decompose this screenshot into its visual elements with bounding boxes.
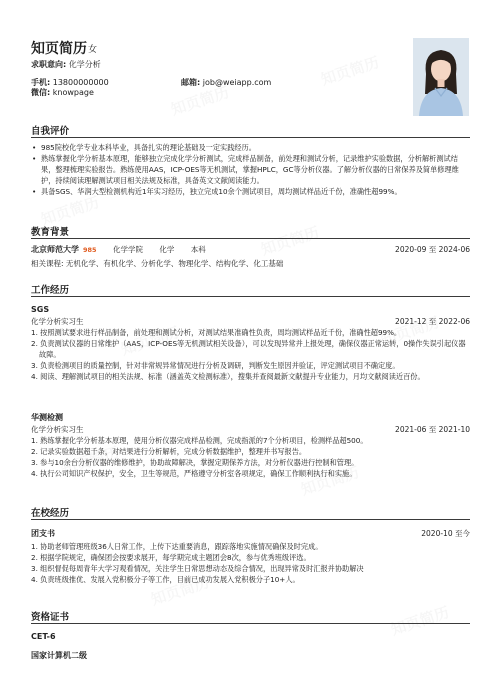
job-role: 化学分析实习生 <box>31 317 84 326</box>
profile-photo <box>413 38 469 116</box>
college-name: 化学学院 <box>112 245 143 254</box>
wechat-value: knowpage <box>52 88 94 97</box>
list-item: 2. 负责测试仪器的日常维护（AAS，ICP-OES等无机测试相关设备），可以发现异常并上报处理，确保仪器正常运转，0操作失误引起仪器故障。 <box>31 339 466 359</box>
courses-label: 相关课程: <box>31 259 64 268</box>
campus-title: 在校经历 <box>31 508 70 519</box>
job-company-row <box>31 412 470 423</box>
job-date: 2021-06 至 2021-10 <box>395 425 470 434</box>
wechat-label: 微信: <box>31 88 51 97</box>
wechat-line <box>31 88 94 98</box>
job-role-row <box>31 424 470 435</box>
list-item: • 具备SGS、华润大型检测机构近1年实习经历，独立完成10余个测试项目，周均测试样品近千份，准确性超99%。 <box>31 186 471 197</box>
section-divider <box>31 137 470 138</box>
company-name: 华测检测 <box>31 413 63 422</box>
job-intention <box>31 59 101 70</box>
list-item: 4. 阅读、理解测试项目的相关法规、标准（涵盖英文检测标准），搜集并查阅最新文献提升专业能力，月均文献阅读近百份。 <box>31 372 425 381</box>
cert-item: 国家计算机二级 <box>31 651 87 660</box>
section-divider <box>31 623 470 624</box>
email-label: 邮箱: <box>181 78 201 87</box>
self-eval-list <box>31 142 471 197</box>
job-role-row <box>31 316 470 327</box>
job-label: 求职意向: <box>31 60 67 69</box>
courses-row <box>31 258 470 269</box>
list-item: 2. 记录实验数据超千条，对结果进行分析解析，完成分析数据维护，整理并书写报告。 <box>31 447 307 456</box>
school-name: 北京师范大学 <box>31 245 79 254</box>
list-item: • 熟练掌握化学分析基本原理，能够独立完成化学分析测试，完成样品制备，前处理和测试分析，记录维护实验数据，分析解析测试结果，整理梳理实验报告。熟练使用AAS，ICP-OES等无机测试，掌握HPLC，GC等分析仪器。了解分析仪器的日常保养及简单修理维护，持续阅读理解测试项目相关法规及标准，具备英文文献阅读能力。 <box>31 153 471 186</box>
job-value: 化学分析 <box>68 60 101 69</box>
phone-label: 手机: <box>31 78 51 87</box>
certs-title: 资格证书 <box>31 612 70 623</box>
job-duties <box>31 327 471 382</box>
major-name: 化学 <box>159 245 175 254</box>
candidate-gender: 女 <box>88 45 98 55</box>
phone-value: 13800000000 <box>52 78 109 87</box>
section-divider <box>31 238 470 239</box>
list-item: 1. 按照测试要求进行样品制备，前处理和测试分析，对测试结果准确性负责，周均测试样品近千份，准确性超99%。 <box>31 328 402 337</box>
cert-item: CET-6 <box>31 632 56 641</box>
job-duties <box>31 435 471 479</box>
list-item: 2. 根据学院规定，确保团会按要求展开，每学期完成主题团会8次，参与优秀班级评选。 <box>31 553 311 562</box>
candidate-name: 知页简历 <box>31 41 87 57</box>
portrait-illustration <box>413 38 469 116</box>
email-value: job@weiapp.com <box>202 78 272 87</box>
education-title: 教育背景 <box>31 227 70 238</box>
email-line <box>181 78 271 88</box>
job-role: 化学分析实习生 <box>31 425 84 434</box>
campus-org: 团支书 <box>31 529 55 538</box>
courses-value: 无机化学、有机化学、分析化学、物理化学、结构化学、化工基础 <box>65 259 284 268</box>
list-item: 1. 协助老师管理班级36人日常工作，上传下达重要消息，跟踪落地实施情况确保及时完成。 <box>31 542 323 551</box>
section-divider <box>31 519 470 520</box>
campus-duties <box>31 541 471 585</box>
list-item: 3. 组织督促每周青年大学习观看情况，关注学生日常思想动态及综合情况，出现异常及时汇报并协助解决 <box>31 564 364 573</box>
watermark <box>318 51 382 90</box>
list-item: 1. 熟练掌握化学分析基本原理，使用分析仪器完成样品检测，完成指派的7个分析项目，检测样品超500。 <box>31 436 368 445</box>
phone-line <box>31 78 109 88</box>
education-date: 2020-09 至 2024-06 <box>395 245 470 254</box>
company-name: SGS <box>31 305 50 314</box>
watermark <box>388 601 452 640</box>
list-item: 4. 执行公司知识产权保护，安全，卫生等规范，严格遵守分析室各项规定，确保工作顺利执行和实施。 <box>31 469 357 478</box>
list-item: 4. 负责班级推优、发展入党积极分子等工作，目前已成功发展入党积极分子10+人。 <box>31 575 300 584</box>
section-divider <box>31 296 470 297</box>
self-eval-title: 自我评价 <box>31 126 70 137</box>
job-date: 2021-12 至 2022-06 <box>395 317 470 326</box>
list-item: • 985院校化学专业本科毕业，具备扎实的理论基础及一定实践经历。 <box>31 142 471 153</box>
education-row <box>31 244 470 256</box>
school-badge: 985 <box>83 246 97 254</box>
list-item: 3. 负责检测项目的质量控制，针对非常规异常情况进行分析及调研，判断发生原因并验证，评定测试项目不确定度。 <box>31 361 400 370</box>
degree-name: 本科 <box>190 245 206 254</box>
list-item: 3. 参与10余台分析仪器的维修维护，协助故障解决，掌握定期保养方法，对分析仪器进行控制和管理。 <box>31 458 359 467</box>
campus-role-row <box>31 528 470 539</box>
campus-date: 2020-10 至今 <box>421 529 470 538</box>
work-title: 工作经历 <box>31 285 70 296</box>
job-company-row <box>31 304 470 315</box>
